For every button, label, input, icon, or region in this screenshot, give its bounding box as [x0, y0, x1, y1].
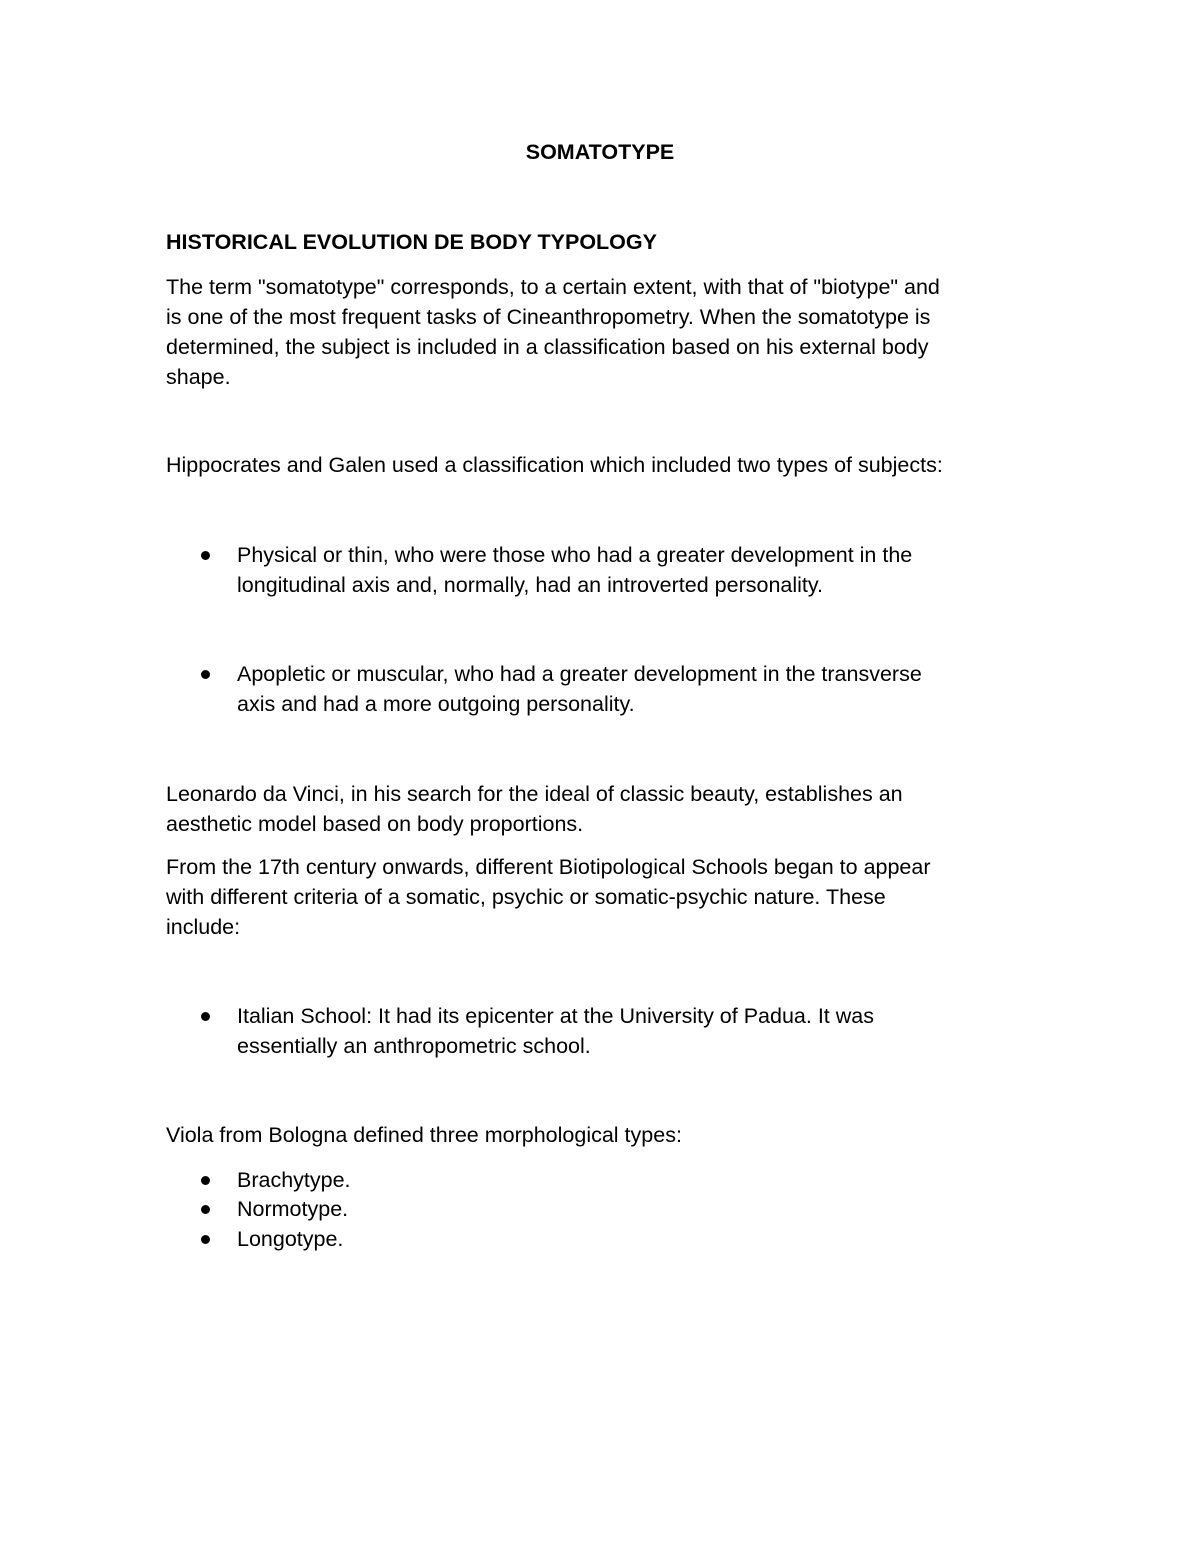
- list-item-line: longitudinal axis and, normally, had an introverted personality.: [237, 573, 824, 597]
- bullet-icon: [201, 1176, 210, 1185]
- schools-paragraph: [166, 852, 1046, 942]
- list-item-line: essentially an anthropometric school.: [237, 1034, 591, 1058]
- paragraph-line: is one of the most frequent tasks of Cineanthropometry. When the somatotype is: [166, 305, 931, 329]
- paragraph-line: From the 17th century onwards, different Biotipological Schools began to appear: [166, 855, 931, 879]
- paragraph-line: The term "somatotype" corresponds, to a certain extent, with that of "biotype" and: [166, 275, 940, 299]
- bullet-icon: [201, 1235, 210, 1244]
- bullet-icon: [201, 670, 210, 679]
- document-title: SOMATOTYPE: [525, 140, 675, 164]
- list-item-line: Italian School: It had its epicenter at the University of Padua. It was: [237, 1004, 874, 1028]
- leonardo-paragraph: [166, 779, 1046, 839]
- viola-paragraph: Viola from Bologna defined three morphological types:: [166, 1123, 682, 1147]
- list-item-label: Longotype.: [237, 1227, 344, 1251]
- bullet-icon: [201, 551, 210, 560]
- bullet-icon: [201, 1012, 210, 1021]
- intro-paragraph: [166, 272, 1046, 392]
- paragraph-line: include:: [166, 915, 241, 939]
- list-item-label: Brachytype.: [237, 1168, 351, 1192]
- paragraph-line: with different criteria of a somatic, psychic or somatic-psychic nature. These: [166, 885, 886, 909]
- paragraph-line: aesthetic model based on body proportions.: [166, 812, 584, 836]
- paragraph-line: Leonardo da Vinci, in his search for the ideal of classic beauty, establishes an: [166, 782, 903, 806]
- bullet-icon: [201, 1205, 210, 1214]
- section-heading: HISTORICAL EVOLUTION DE BODY TYPOLOGY: [166, 230, 657, 254]
- list-item-line: axis and had a more outgoing personality.: [237, 692, 635, 716]
- hippocrates-paragraph: Hippocrates and Galen used a classification which included two types of subjects:: [166, 453, 943, 477]
- list-item-line: Apopletic or muscular, who had a greater development in the transverse: [237, 662, 922, 686]
- paragraph-line: determined, the subject is included in a classification based on his external body: [166, 335, 929, 359]
- list-item-label: Normotype.: [237, 1197, 349, 1221]
- paragraph-line: shape.: [166, 365, 231, 389]
- list-item-line: Physical or thin, who were those who had a greater development in the: [237, 543, 913, 567]
